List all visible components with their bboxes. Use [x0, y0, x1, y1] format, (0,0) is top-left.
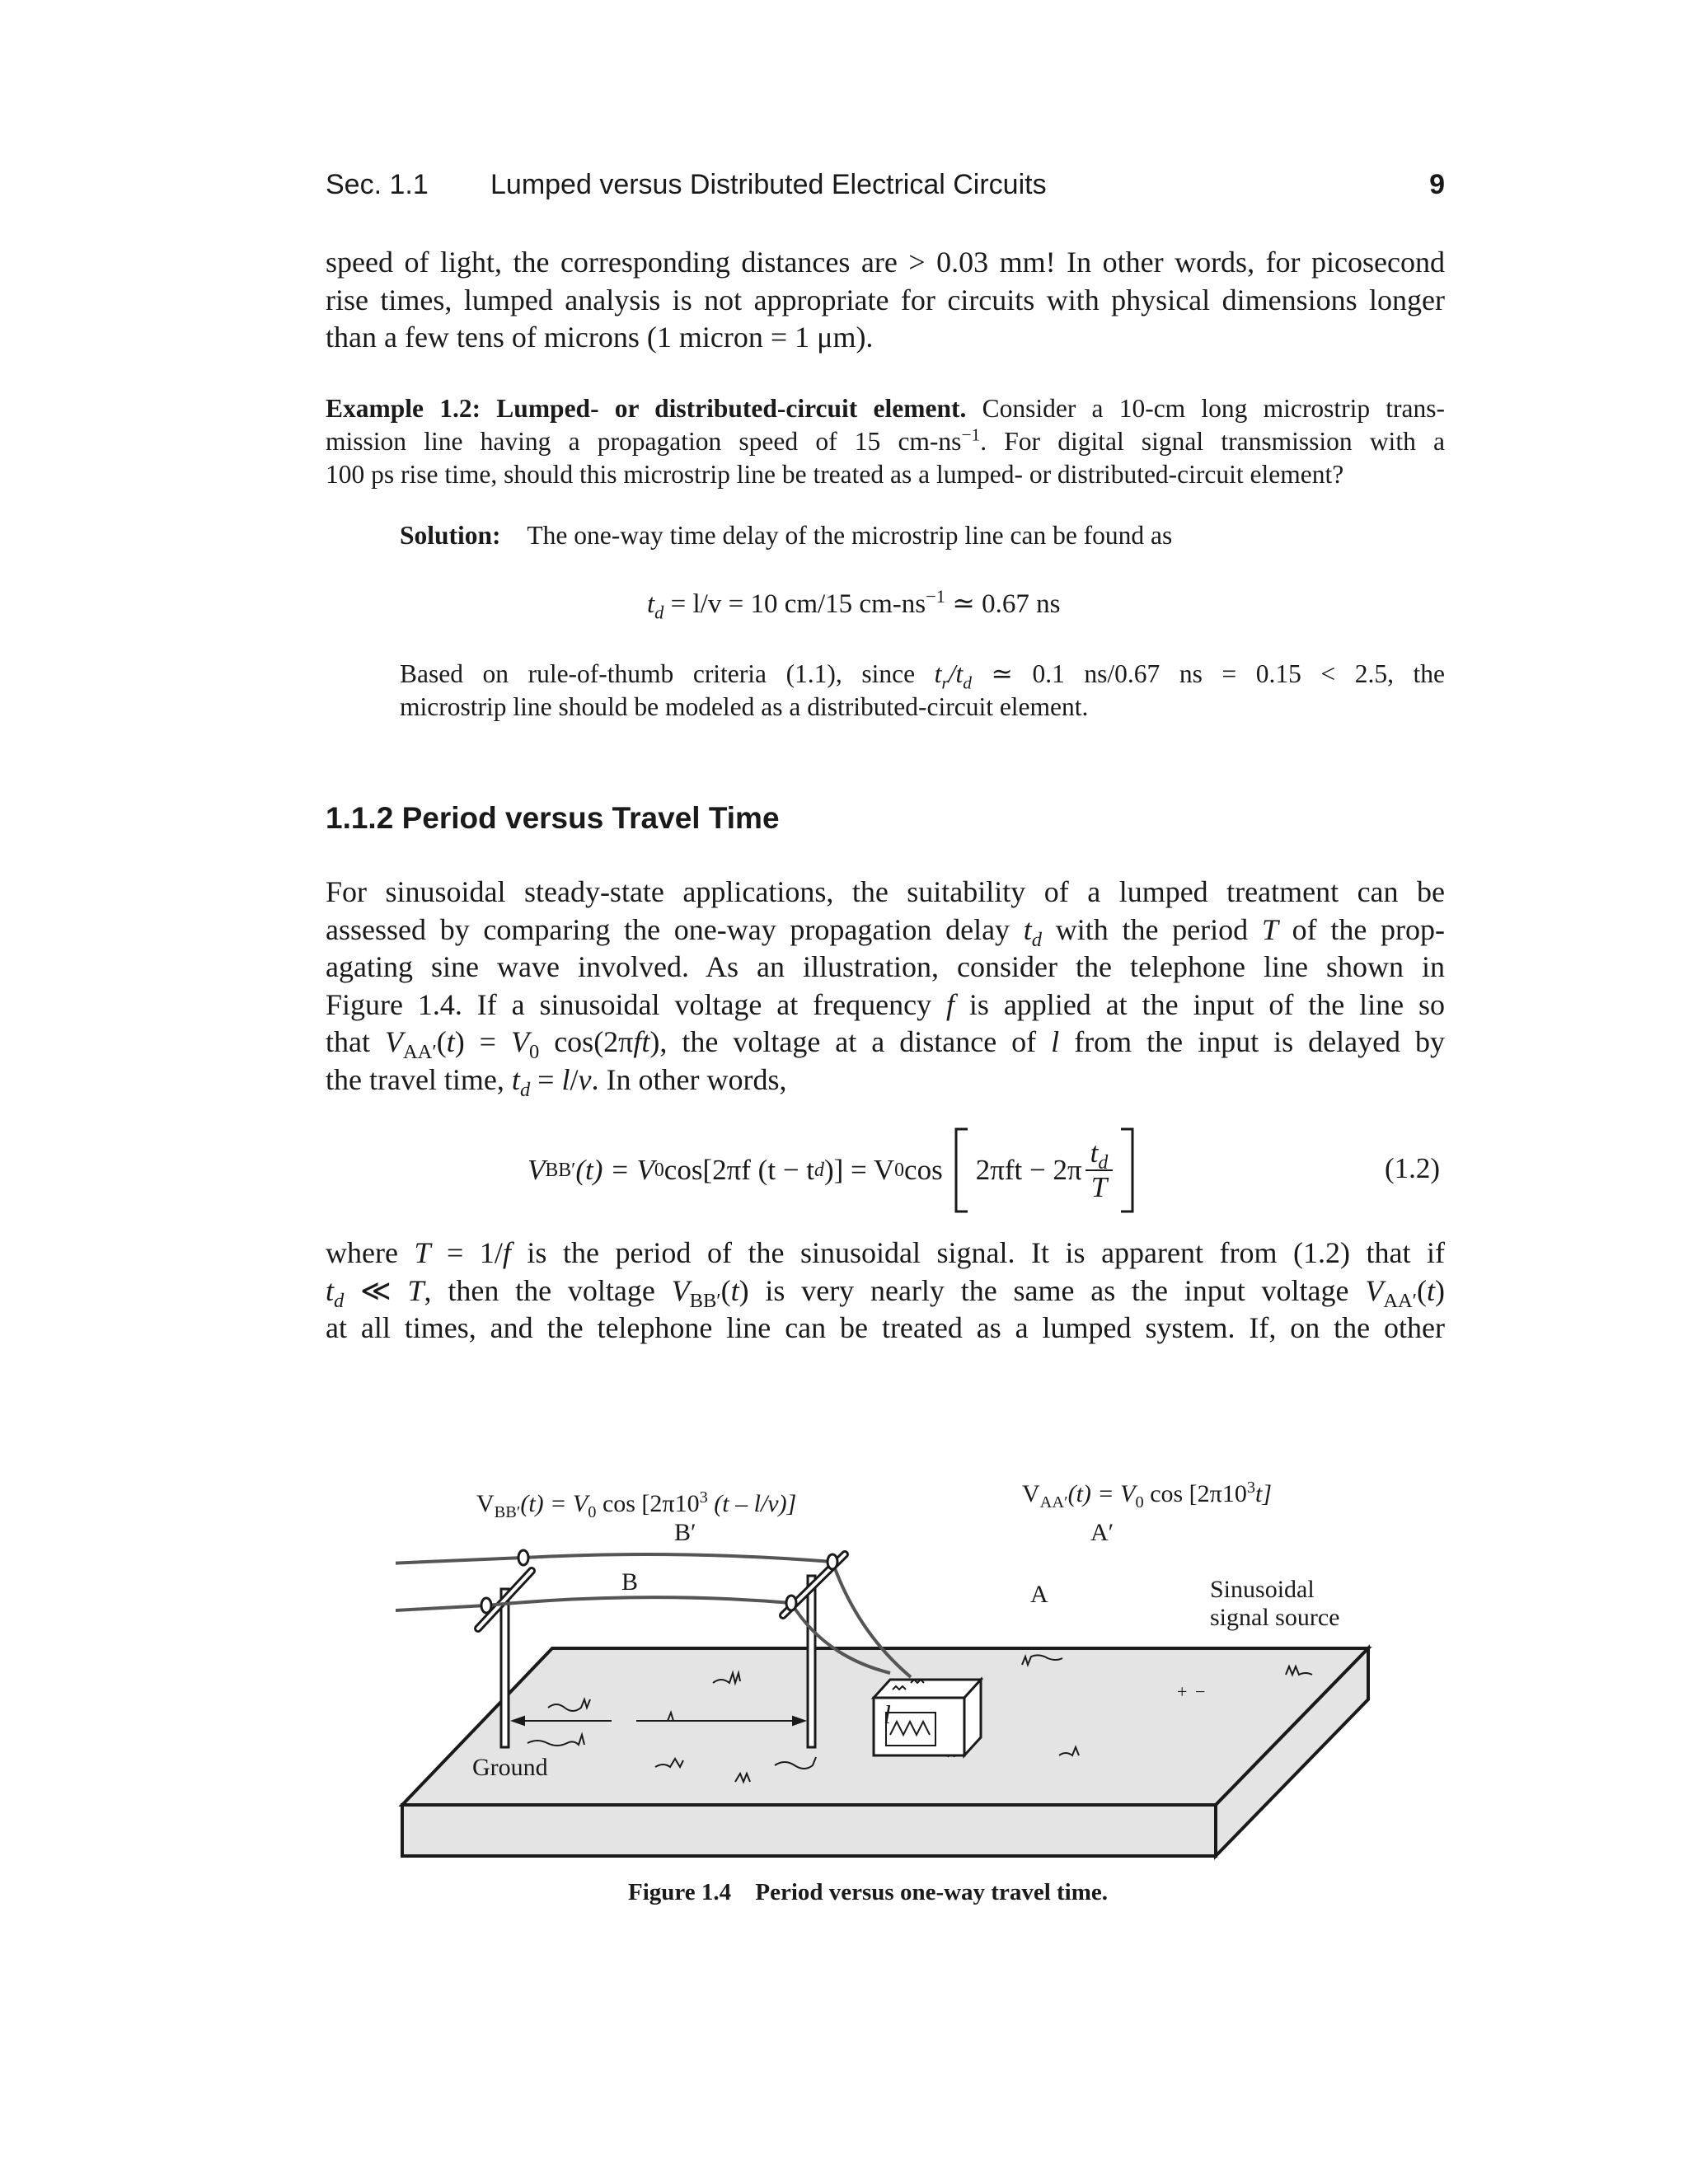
intro-line: than a few tens of microns (1 micron = 1 μm).	[326, 321, 874, 354]
para-line: the travel time, $t_d = l/v$. In other words,	[326, 1062, 787, 1101]
para-line: agating sine wave involved. As an illustration, consider the telephone line shown in	[326, 950, 1445, 983]
running-header-section: Sec. 1.1	[326, 169, 429, 200]
label-length: l	[884, 1699, 891, 1729]
example-line: 100 ps rise time, should this microstrip line be treated as a lumped- or distributed-circuit element?	[326, 460, 1344, 489]
solution-label: Solution:	[400, 521, 501, 550]
intro-paragraph	[326, 244, 1445, 357]
section-heading: 1.1.2 Period versus Travel Time	[326, 801, 780, 835]
intro-line: speed of light, the corresponding distances are > 0.03 mm! In other words, for picosecond	[326, 246, 1445, 279]
solution-line	[400, 519, 1445, 552]
figure-number: Figure 1.4	[628, 1879, 732, 1905]
fraction-td-over-T: $\frac{t_d}{T}$	[1085, 1137, 1114, 1204]
pole-left	[501, 1589, 509, 1747]
wire-lower	[486, 1597, 791, 1605]
example-block	[326, 392, 1445, 491]
label-minus: −	[1195, 1681, 1206, 1702]
example-line: mission line having a propagation speed of 15 $cm-ns^{-1}$. For digital signal transmission with a	[326, 424, 1445, 456]
label-b-prime: B′	[674, 1519, 696, 1546]
equation-1-2: V BB′ (t) = V 0 cos[2πf (t − t d )] = V 0 cos 2πft − 2π $\frac{t_d}{T}$	[528, 1129, 1137, 1212]
ground-front-face	[402, 1805, 1216, 1856]
left-bracket	[951, 1127, 973, 1213]
para-line: assessed by comparing the one-way propagation delay $t_d$ with the period T of the prop-	[326, 912, 1445, 951]
figure-caption	[628, 1879, 1108, 1906]
based-on-paragraph	[400, 658, 1445, 724]
paragraph-lumped-conclusion	[326, 1235, 1445, 1347]
label-source-1: Sinusoidal	[1210, 1576, 1315, 1603]
based-line: microstrip line should be modeled as a distributed-circuit element.	[400, 692, 1089, 721]
para-line: Figure 1.4. If a sinusoidal voltage at frequency f is applied at the input of the line so	[326, 987, 1446, 1021]
pole-right	[808, 1576, 815, 1747]
example-equation: $t_d = l/v = 10$ cm/15 $cm-ns^{-1}$ ≃ 0.67 ns	[647, 586, 1061, 623]
page-number: 9	[1429, 169, 1445, 200]
label-ground: Ground	[472, 1754, 548, 1781]
wire-upper	[523, 1554, 832, 1562]
para-line: For sinusoidal steady-state applications, the suitability of a lumped treatment can be	[326, 875, 1445, 908]
solution-text: The one-way time delay of the microstrip line can be found as	[527, 521, 1173, 550]
label-a-prime: A′	[1090, 1519, 1114, 1546]
para-line: $t_d$ ≪ T, then the voltage $V_{BB'}(t)$ is very nearly the same as the input voltage $V_{AA'}(t)$	[326, 1273, 1446, 1312]
right-bracket	[1116, 1127, 1137, 1213]
label-vbb: $V_{BB'}(t) = V_0$ $\cos [2\pi 10^3$ (t – l/v)]	[476, 1488, 797, 1521]
label-a: A	[1030, 1581, 1048, 1608]
label-source-2: signal source	[1210, 1604, 1340, 1631]
label-plus: +	[1177, 1681, 1188, 1702]
example-label: Example 1.2: Lumped- or distributed-circuit element.	[326, 394, 967, 423]
equation-number: (1.2)	[1385, 1152, 1441, 1184]
figure-telephone-line	[396, 1467, 1385, 1896]
based-line: Based on rule-of-thumb criteria (1.1), since $t_r/t_d$ ≃ 0.1 ns/0.67 ns = 0.15 < 2.5, the	[400, 659, 1446, 693]
intro-line: rise times, lumped analysis is not appropriate for circuits with physical dimensions longer	[326, 283, 1445, 316]
running-header-title: Lumped versus Distributed Electrical Circuits	[490, 169, 1047, 200]
label-b: B	[621, 1568, 639, 1596]
para-line: where T = 1/f is the period of the sinusoidal signal. It is apparent from (1.2) that if	[326, 1236, 1446, 1269]
para-line: that $V_{AA'}(t) = V_0$ cos(2πft), the voltage at a distance of l from the input is delayed by	[326, 1025, 1446, 1064]
example-line: Example 1.2: Lumped- or distributed-circuit element. Consider a 10-cm long microstrip trans-	[326, 394, 1446, 423]
paragraph-period-travel	[326, 874, 1445, 1099]
para-line: at all times, and the telephone line can be treated as a lumped system. If, on the other	[326, 1311, 1445, 1344]
figure-title: Period versus one-way travel time.	[755, 1879, 1109, 1905]
label-vaa: $V_{AA'}(t) = V_0$ $\cos [2\pi 10^3t]$	[1022, 1479, 1273, 1511]
